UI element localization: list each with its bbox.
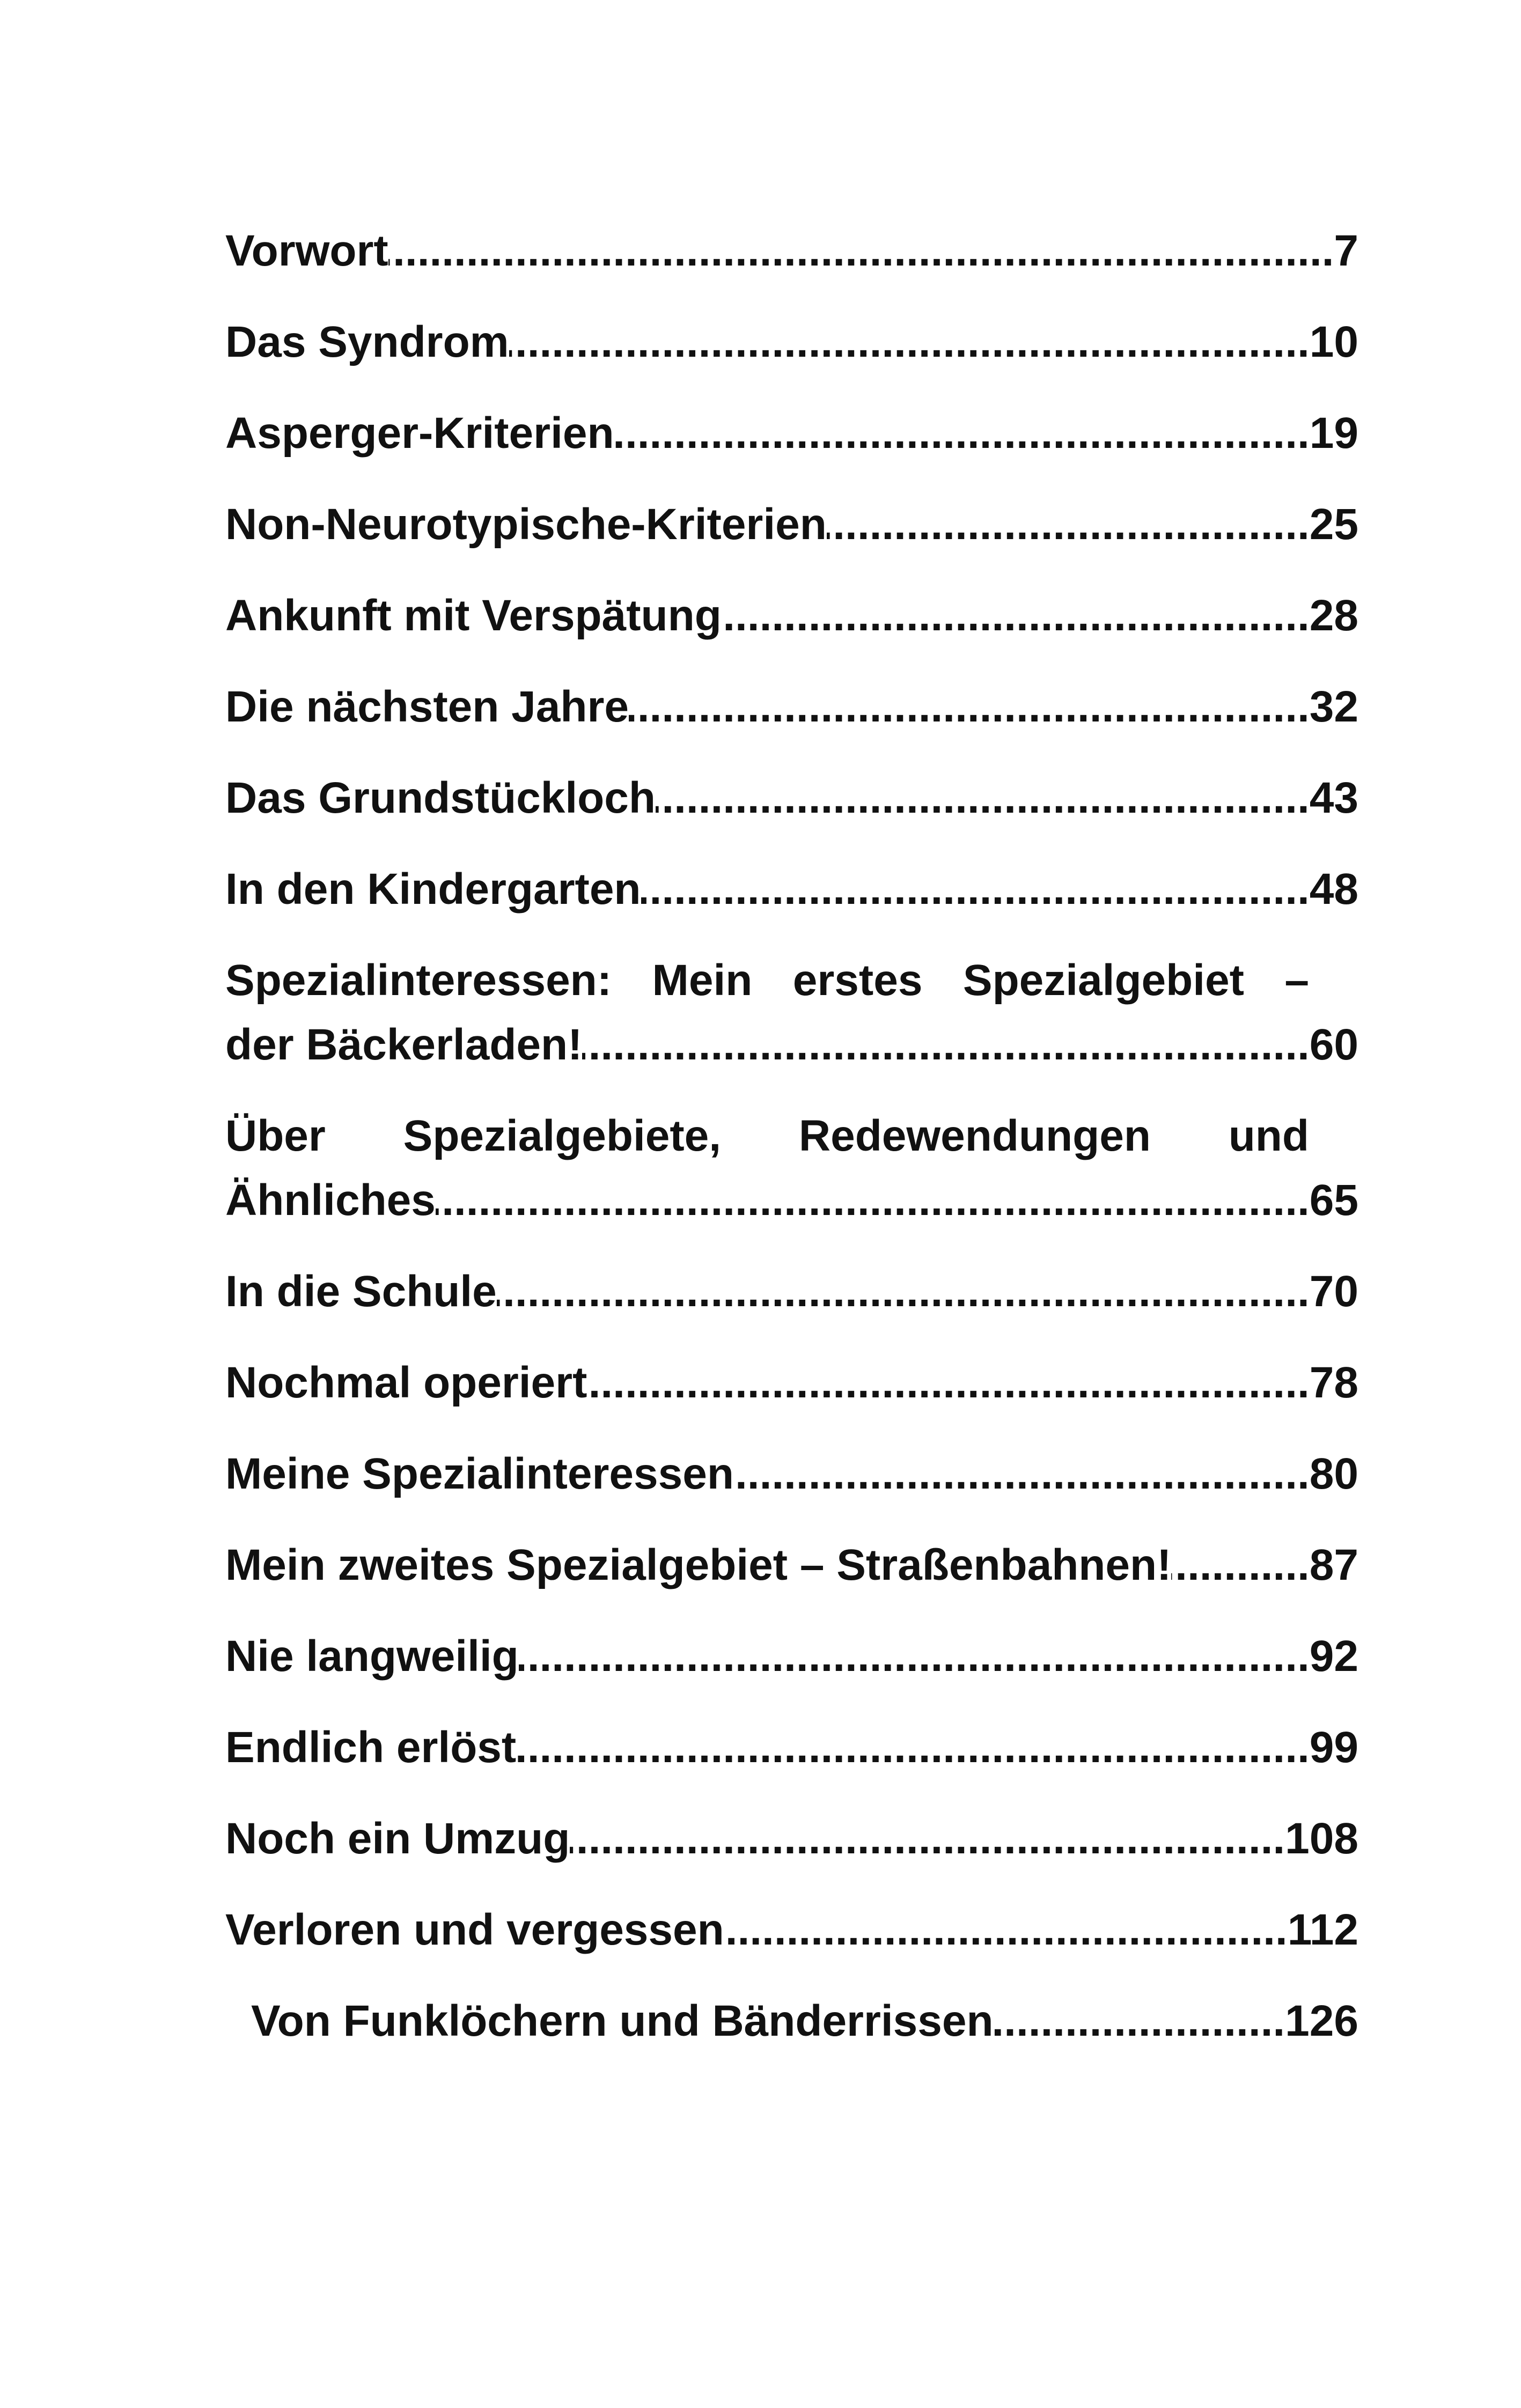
toc-page-number: 92 <box>1309 1632 1358 1681</box>
toc-entry-row <box>225 1793 1358 1884</box>
toc-entry-title: Vorwort <box>225 226 388 275</box>
toc-entry <box>225 297 1358 388</box>
dot-leader <box>587 1337 1309 1428</box>
toc-entry <box>225 1428 1358 1520</box>
toc-entry <box>225 935 1358 1091</box>
toc-entry <box>225 753 1358 844</box>
toc-page-number: 78 <box>1309 1358 1358 1407</box>
toc-entry-row <box>225 1013 1358 1077</box>
toc-entry-title: Mein zweites Spezialgebiet – Straßenbahnen! <box>225 1541 1172 1589</box>
toc-entry-title-line1: Spezialinteressen: Mein erstes Spezialgebiet – <box>225 956 1309 1005</box>
toc-entry <box>225 844 1358 935</box>
toc-entry <box>225 1976 1358 2067</box>
toc-entry-row <box>225 1168 1358 1233</box>
toc-entry-title: Asperger-Kriterien <box>225 409 614 458</box>
toc-page-number: 19 <box>1309 409 1358 458</box>
toc-page-number: 25 <box>1309 500 1358 549</box>
toc-entry <box>225 1091 1358 1246</box>
dot-leader <box>519 1611 1310 1702</box>
toc-entry-title: Das Grundstückloch <box>225 774 656 822</box>
toc-page-number: 87 <box>1309 1541 1358 1589</box>
toc-entry-row <box>225 205 1358 297</box>
dot-leader <box>641 844 1310 935</box>
toc-entry-title: In den Kindergarten <box>225 865 641 914</box>
toc-page-number: 43 <box>1309 774 1358 822</box>
toc-entry-row <box>225 297 1358 388</box>
toc-entry-row <box>225 1337 1358 1428</box>
toc-page-number: 32 <box>1309 682 1358 731</box>
toc-entry-title: Meine Spezialinteressen <box>225 1449 734 1498</box>
toc-page-number: 60 <box>1309 1020 1358 1069</box>
toc-entry-title: Endlich erlöst <box>225 1723 517 1772</box>
toc-entry <box>225 1337 1358 1428</box>
toc-entry <box>225 479 1358 570</box>
toc-entry <box>225 1246 1358 1337</box>
toc-entry-row <box>225 1702 1358 1793</box>
toc-entry-row <box>225 753 1358 844</box>
toc-page-number: 48 <box>1309 865 1358 914</box>
dot-leader <box>656 753 1310 844</box>
toc-entry-row <box>225 1428 1358 1520</box>
toc-entry <box>225 570 1358 661</box>
toc-page-number: 99 <box>1309 1723 1358 1772</box>
dot-leader <box>570 1793 1285 1884</box>
toc-entry <box>225 661 1358 753</box>
toc-entry-row <box>225 1884 1358 1976</box>
dot-leader <box>516 1702 1310 1793</box>
dot-leader <box>388 205 1334 297</box>
toc-entry <box>225 1702 1358 1793</box>
dot-leader <box>734 1428 1310 1520</box>
toc-entry-title: Verloren und vergessen <box>225 1905 724 1954</box>
table-of-contents <box>225 205 1358 2067</box>
toc-entry-row <box>225 570 1358 661</box>
dot-leader <box>614 388 1310 479</box>
toc-entry-row <box>225 844 1358 935</box>
toc-entry-title: Non-Neurotypische-Kriterien <box>225 500 827 549</box>
dot-leader <box>509 297 1310 388</box>
toc-entry-title: Die nächsten Jahre <box>225 682 629 731</box>
dot-leader <box>582 1013 1309 1077</box>
toc-entry-row <box>225 1611 1358 1702</box>
toc-entry-row <box>225 1520 1358 1611</box>
toc-entry-row <box>225 388 1358 479</box>
toc-entry <box>225 1793 1358 1884</box>
toc-entry-title: der Bäckerladen! <box>225 1020 583 1069</box>
dot-leader <box>629 661 1310 753</box>
dot-leader <box>827 479 1310 570</box>
toc-page-number: 7 <box>1334 226 1358 275</box>
toc-entry-title: Ähnliches <box>225 1176 436 1225</box>
toc-entry-title: In die Schule <box>225 1267 497 1316</box>
toc-entry-title: Ankunft mit Verspätung <box>225 591 722 640</box>
dot-leader <box>722 570 1310 661</box>
toc-page-number: 28 <box>1309 591 1358 640</box>
toc-page-number: 80 <box>1309 1449 1358 1498</box>
dot-leader <box>497 1246 1310 1337</box>
toc-entry-title: Von Funklöchern und Bänderrissen <box>251 1997 994 2045</box>
toc-entry-row <box>225 479 1358 570</box>
toc-entry-row <box>225 1976 1358 2067</box>
toc-entry <box>225 205 1358 297</box>
toc-entry <box>225 1884 1358 1976</box>
toc-entry-row <box>225 661 1358 753</box>
toc-page-number: 65 <box>1309 1176 1358 1225</box>
dot-leader <box>724 1884 1288 1976</box>
toc-entry <box>225 1611 1358 1702</box>
toc-entry <box>225 388 1358 479</box>
toc-entry <box>225 1520 1358 1611</box>
dot-leader <box>994 1976 1285 2067</box>
toc-page-number: 10 <box>1309 318 1358 366</box>
toc-entry-row <box>225 1246 1358 1337</box>
toc-entry-title-line1: Über Spezialgebiete, Redewendungen und <box>225 1111 1309 1160</box>
toc-entry-title: Nie langweilig <box>225 1632 519 1681</box>
toc-page-number: 70 <box>1309 1267 1358 1316</box>
dot-leader <box>436 1168 1310 1233</box>
dot-leader <box>1171 1520 1309 1611</box>
toc-page-number: 112 <box>1287 1905 1358 1954</box>
toc-entry-title: Nochmal operiert <box>225 1358 587 1407</box>
toc-entry-title: Noch ein Umzug <box>225 1814 570 1863</box>
toc-page-number: 108 <box>1285 1814 1358 1863</box>
toc-entry-title: Das Syndrom <box>225 318 509 366</box>
toc-page-number: 126 <box>1285 1997 1358 2045</box>
